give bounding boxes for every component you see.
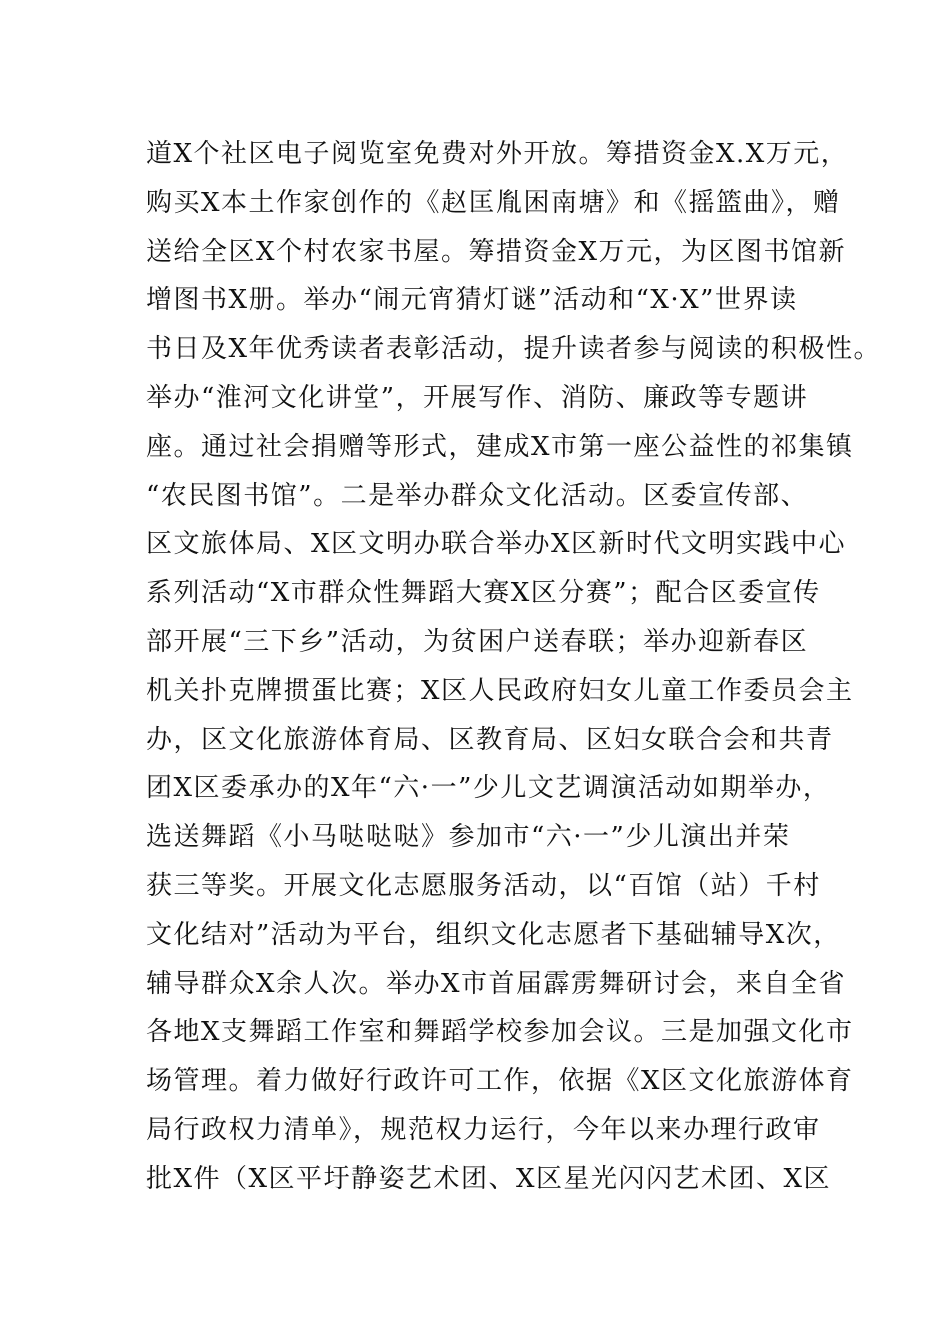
text-line-16: 获三等奖。开展文化志愿服务活动，以“百馆（站）千村 [146, 870, 821, 901]
text-line-7: 座。通过社会捐赠等形式，建成X市第一座公益性的祁集镇 [146, 431, 854, 462]
text-line-19: 各地X支舞蹈工作室和舞蹈学校参加会议。三是加强文化市 [146, 1017, 854, 1048]
text-line-12: 机关扑克牌掼蛋比赛；X区人民政府妇女儿童工作委员会主 [146, 675, 854, 706]
text-line-13: 办，区文化旅游体育局、区教育局、区妇女联合会和共青 [146, 724, 834, 755]
text-line-5: 书日及X年优秀读者表彰活动，提升读者参与阅读的积极性。 [146, 334, 882, 365]
text-line-11: 部开展“三下乡”活动，为贫困户送春联；举办迎新春区 [146, 626, 809, 657]
text-line-10: 系列活动“X市群众性舞蹈大赛X区分赛”；配合区委宣传 [146, 578, 821, 609]
text-line-3: 送给全区X个村农家书屋。筹措资金X万元，为区图书馆新 [146, 236, 847, 267]
text-line-17: 文化结对”活动为平台，组织文化志愿者下基础辅导X次， [146, 919, 841, 950]
text-line-8: “农民图书馆”。二是举办群众文化活动。区委宣传部、 [146, 480, 809, 511]
text-line-9: 区文旅体局、X区文明办联合举办X区新时代文明实践中心 [146, 529, 847, 560]
text-line-15: 选送舞蹈《小马哒哒哒》参加市“六·一”少儿演出并荣 [146, 822, 791, 853]
body-paragraph [146, 130, 882, 1204]
text-line-4: 增图书X册。举办“闹元宵猜灯谜”活动和“X·X”世界读 [146, 285, 798, 316]
text-line-18: 辅导群众X余人次。举办X市首届霹雳舞研讨会，来自全省 [146, 968, 847, 999]
text-line-6: 举办“淮河文化讲堂”，开展写作、消防、廉政等专题讲 [146, 382, 809, 413]
text-line-2: 购买X本土作家创作的《赵匡胤困南塘》和《摇篮曲》，赠 [146, 187, 841, 218]
text-line-14: 团X区委承办的X年“六·一”少儿文艺调演活动如期举办， [146, 773, 831, 804]
text-line-20: 场管理。着力做好行政许可工作，依据《X区文化旅游体育 [146, 1066, 854, 1097]
text-line-22: 批X件（X区平圩静姿艺术团、X区星光闪闪艺术团、X区 [146, 1163, 832, 1194]
text-line-1: 道X个社区电子阅览室免费对外开放。筹措资金X.X万元， [146, 139, 849, 169]
text-line-21: 局行政权力清单》，规范权力运行，今年以来办理行政审 [146, 1114, 821, 1145]
